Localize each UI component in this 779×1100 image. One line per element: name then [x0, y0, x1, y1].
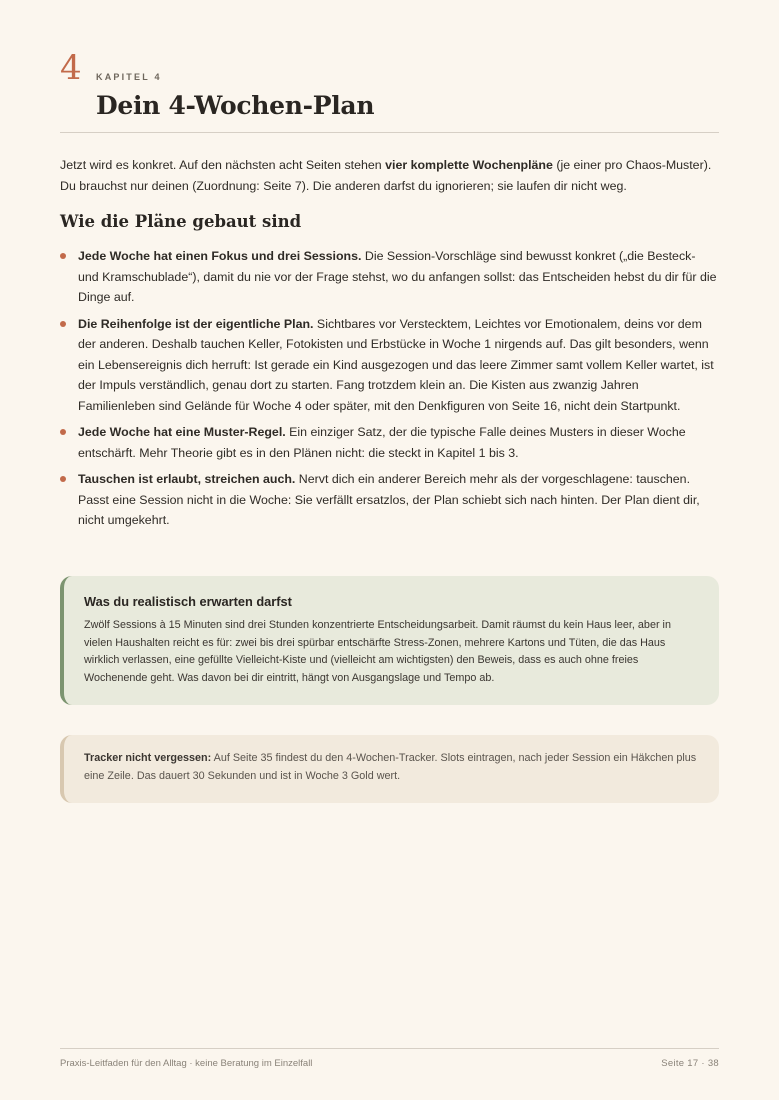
bullet-lead: Jede Woche hat einen Fokus und drei Sessions.	[78, 249, 362, 263]
chapter-label: KAPITEL 4	[96, 72, 162, 82]
bullet-dot-icon	[60, 429, 66, 435]
intro-emphasis: vier komplette Wochenpläne	[385, 158, 553, 172]
list-item	[60, 246, 719, 308]
section-heading: Wie die Pläne gebaut sind	[60, 212, 302, 231]
callout-body: Zwölf Sessions à 15 Minuten sind drei Stunden konzentrierte Entscheidungsarbeit. Damit räumst du kein Haus leer, aber in vielen Haushalten reicht es für: zwei bis drei spürbar entschärfte Stress-Zonen, mehrere Kartons und Tüten, die das Haus wirklich verlassen, eine gefüllte Vielleicht-Kiste und (vielleicht am wichtigsten) den Beweis, dass es auch ohne freies Wochenende geht. Was davon bei dir eintritt, hängt von Ausgangslage und Tempo ab.	[84, 619, 671, 684]
intro-text-start: Jetzt wird es konkret. Auf den nächsten acht Seiten stehen	[60, 158, 386, 172]
page	[60, 0, 719, 1100]
expectations-callout	[60, 576, 719, 705]
intro-text-end: (je einer pro Chaos-Muster). Du brauchst nur deinen (Zuordnung: Seite 7). Die anderen darfst du ignorieren; sie laufen dir nicht weg.	[60, 158, 712, 193]
tip-text: Auf Seite 35 findest du den 4-Wochen-Tracker. Slots eintragen, nach jeder Session ein Häkchen plus eine Zeile. Das dauert 30 Sekunden und ist in Woche 3 Gold wert.	[84, 752, 697, 782]
list-item	[60, 469, 719, 531]
footer-divider	[60, 1048, 719, 1049]
bullet-lead: Tauschen ist erlaubt, streichen auch.	[78, 472, 296, 486]
tracker-tip-box	[60, 735, 719, 803]
intro-paragraph	[60, 155, 719, 196]
bullet-text: Ein einziger Satz, der die typische Falle deines Musters in dieser Woche entschärft. Mehr Theorie gibt es in den Plänen nicht: die steckt in Kapitel 1 bis 3.	[78, 425, 686, 460]
bullet-lead: Die Reihenfolge ist der eigentliche Plan.	[78, 316, 314, 331]
tip-lead: Tracker nicht vergessen:	[84, 752, 212, 764]
page-title: Dein 4-Wochen-Plan	[96, 91, 375, 120]
chapter-number: 4	[60, 48, 82, 88]
bullet-dot-icon	[60, 253, 66, 259]
bullet-list	[60, 246, 719, 537]
callout-title: Was du realistisch erwarten darfst	[84, 594, 292, 609]
list-item	[60, 422, 719, 463]
bullet-text: Die Session-Vorschläge sind bewusst konkret („die Besteck- und Kramschublade“), damit du nie vor der Frage stehst, wo du anfangen sollst: das Entscheiden hebst du dir für die Dinge auf.	[78, 249, 717, 304]
page-number: Seite 17 · 38	[661, 1058, 719, 1069]
bullet-dot-icon	[60, 321, 66, 327]
bullet-text: Sichtbares vor Verstecktem, Leichtes vor Emotionalem, deins vor dem der anderen. Deshalb tauchen Keller, Fotokisten und Erbstücke in Woche 1 nirgends auf. Das gilt besonders, wenn ein Lebensereignis dich herruft: Ist gerade ein Kind ausgezogen und das leere Zimmer samt vollem Keller wartet, ist der Impuls verständlich, genau dort zu starten. Fang trotzdem klein an. Die Kisten aus zwanzig Jahren Familienleben sind Gelände für Woche 4 oder später, mit den Denkfiguren von Seite 16, nicht dein Startpunkt.	[78, 316, 714, 413]
list-item	[60, 314, 719, 417]
bullet-lead: Jede Woche hat eine Muster-Regel.	[78, 425, 286, 439]
bullet-dot-icon	[60, 476, 66, 482]
footer-disclaimer: Praxis-Leitfaden für den Alltag · keine Beratung im Einzelfall	[60, 1058, 313, 1069]
bullet-text: Nervt dich ein anderer Bereich mehr als der vorgeschlagene: tauschen. Passt eine Session nicht in die Woche: Sie verfällt ersatzlos, der Plan schiebt sich nach hinten. Der Plan dient dir, nicht umgekehrt.	[78, 472, 700, 527]
header-divider	[60, 132, 719, 133]
